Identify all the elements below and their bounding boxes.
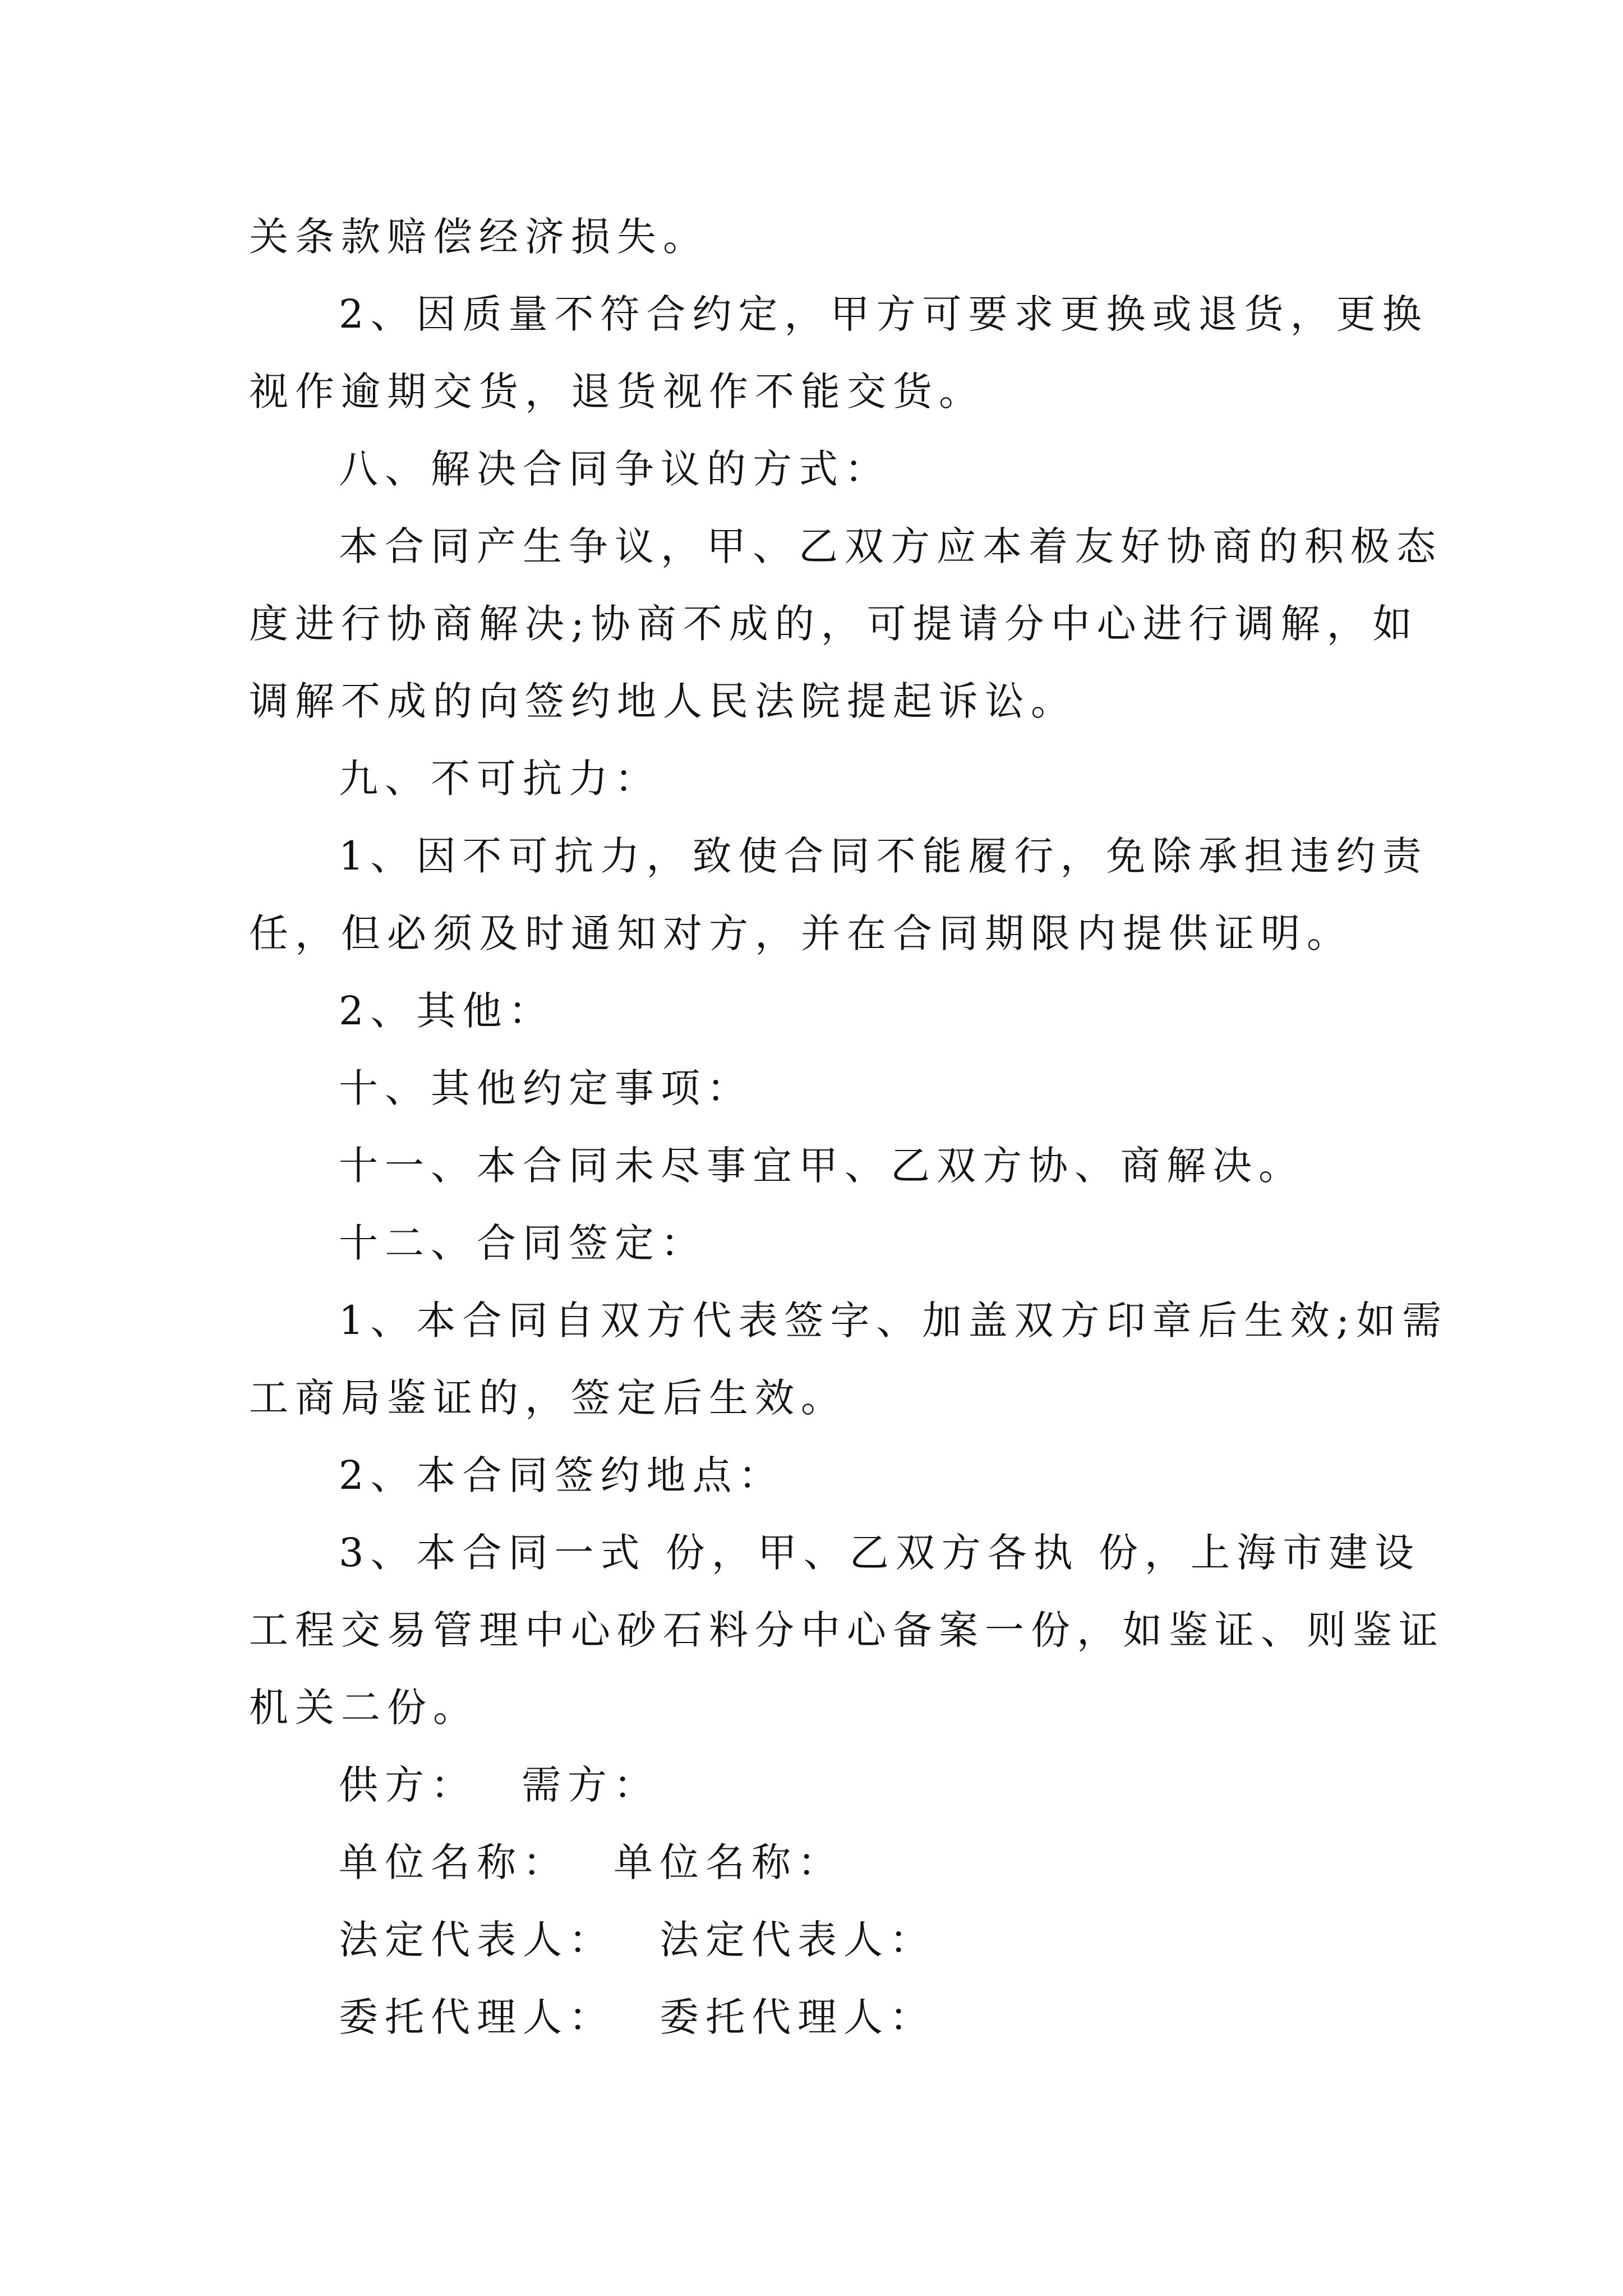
text-line: 调解不成的向签约地人民法院提起诉讼。: [249, 678, 1077, 724]
text-line: 视作逾期交货，退货视作不能交货。: [249, 369, 985, 415]
section-heading: 十、其他约定事项：: [339, 1065, 753, 1111]
text-line: 本合同产生争议，甲、乙双方应本着友好协商的积极态: [339, 523, 1442, 569]
text-line: 度进行协商解决;协商不成的，可提请分中心进行调解，如: [249, 601, 1419, 647]
signature-row-legal-rep: [339, 1912, 1393, 1968]
section-heading: 十二、合同签定：: [339, 1220, 707, 1266]
legal-rep-right: 法定代表人：: [660, 1917, 935, 1963]
section-heading: 十一、本合同未尽事宜甲、乙双方协、商解决。: [339, 1143, 1304, 1189]
buyer-label: 需方：: [522, 1762, 660, 1808]
text-line: 任，但必须及时通知对方，并在合同期限内提供证明。: [249, 910, 1353, 956]
section-heading: 九、不可抗力：: [339, 756, 661, 802]
text-line: 1、因不可抗力，致使合同不能履行，免除承担违约责: [339, 833, 1428, 879]
signature-row-agent: [339, 1989, 1393, 2045]
signature-row-parties: [339, 1757, 1393, 1813]
text-line: 关条款赔偿经济损失。: [249, 214, 709, 260]
supplier-label: 供方：: [339, 1762, 477, 1808]
legal-rep-left: 法定代表人：: [339, 1917, 615, 1963]
section-heading: 八、解决合同争议的方式：: [339, 446, 891, 492]
text-line: 机关二份。: [249, 1685, 479, 1731]
text-line: 1、本合同自双方代表签字、加盖双方印章后生效;如需: [339, 1297, 1449, 1343]
text-line: 工商局鉴证的，签定后生效。: [249, 1375, 847, 1421]
text-line: 工程交易管理中心砂石料分中心备案一份，如鉴证、则鉴证: [249, 1607, 1445, 1653]
text-line: 2、因质量不符合约定，甲方可要求更换或退货，更换: [339, 291, 1428, 337]
text-line: 2、其他：: [339, 988, 555, 1034]
signature-row-unit-name: [339, 1834, 1393, 1890]
agent-left: 委托代理人：: [339, 1994, 615, 2040]
unit-name-left: 单位名称：: [339, 1839, 569, 1885]
text-line: 3、本合同一式 份，甲、乙双方各执 份，上海市建设: [339, 1530, 1421, 1576]
text-line: 2、本合同签约地点：: [339, 1452, 785, 1498]
unit-name-right: 单位名称：: [614, 1839, 843, 1885]
agent-right: 委托代理人：: [660, 1994, 935, 2040]
